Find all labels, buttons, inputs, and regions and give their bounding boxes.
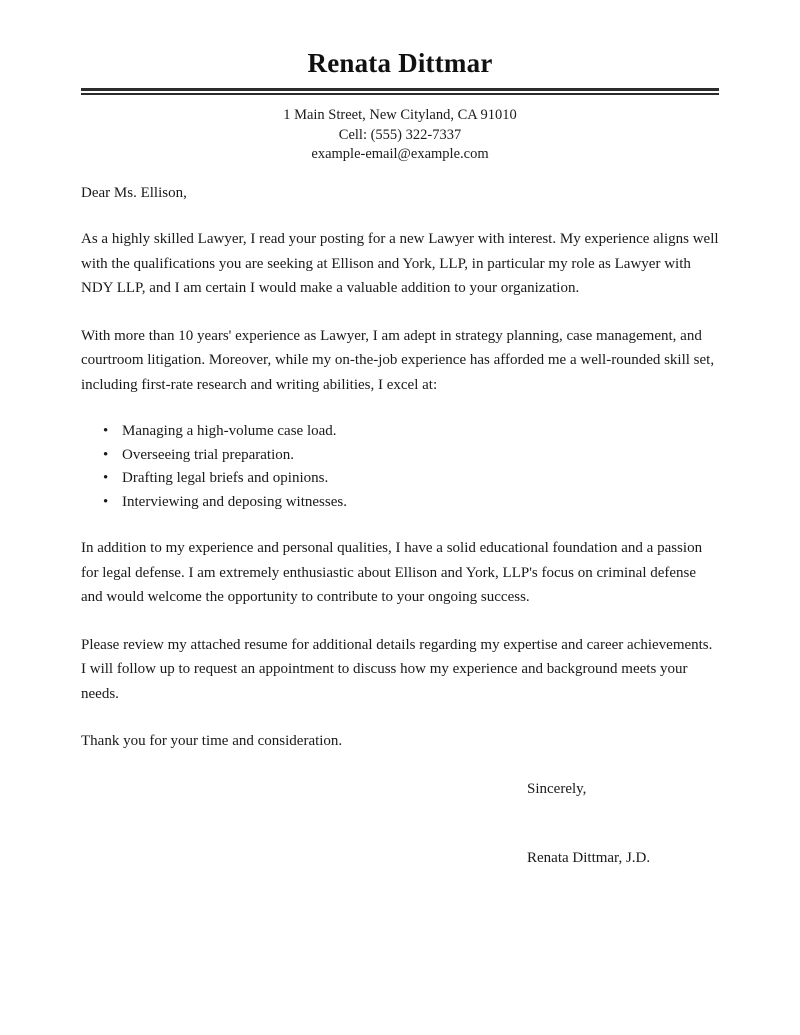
letterhead — [81, 0, 719, 165]
signature-block — [81, 777, 719, 871]
header-divider — [81, 88, 719, 95]
contact-email: example-email@example.com — [311, 146, 489, 163]
list-item — [81, 420, 719, 444]
contact-address: 1 Main Street, New Cityland, CA 91010 — [283, 107, 517, 124]
applicant-name-heading: Renata Dittmar — [307, 48, 493, 78]
list-item-label: Interviewing and deposing witnesses. — [122, 493, 347, 510]
bullet-icon: • — [103, 423, 109, 440]
list-item — [81, 444, 719, 468]
body-paragraph-4: Please review my attached resume for additional details regarding my expertise and career achievements. I will follow up to request an appointment to discuss how my experience and background meets your needs. — [81, 636, 713, 702]
list-item-label: Drafting legal briefs and opinions. — [122, 470, 329, 487]
body-paragraph-1: As a highly skilled Lawyer, I read your posting for a new Lawyer with interest. My experience aligns well with the qualifications you are seeking at Ellison and York, LLP, in particular my role as Lawyer with NDY LLP, and I am certain I would make a valuable addition to your organization. — [81, 231, 719, 297]
bullet-icon: • — [103, 446, 109, 463]
list-item-label: Managing a high-volume case load. — [122, 423, 337, 440]
closing-salutation: Sincerely, — [527, 780, 587, 797]
signer-name: Renata Dittmar, J.D. — [527, 850, 651, 867]
contact-phone: Cell: (555) 322-7337 — [338, 126, 462, 143]
divider-rule-thin — [81, 93, 719, 95]
document-content — [81, 0, 719, 871]
list-item — [81, 467, 719, 491]
salutation: Dear Ms. Ellison, — [81, 184, 187, 201]
body-paragraph-3: In addition to my experience and personal qualities, I have a solid educational foundation and a passion for legal defense. I am extremely enthusiastic about Ellison and York, LLP's focus on criminal defense and would welcome the opportunity to contribute to your ongoing success. — [81, 540, 703, 606]
list-item — [81, 491, 719, 515]
bullet-icon: • — [103, 493, 109, 510]
contact-block — [81, 106, 719, 165]
signature-space — [527, 801, 719, 846]
letter-body — [81, 181, 719, 871]
qualifications-list — [81, 420, 719, 514]
body-paragraph-2: With more than 10 years' experience as Lawyer, I am adept in strategy planning, case management, and courtroom litigation. Moreover, while my on-the-job experience has afforded me a well-rounded skill set, including first-rate research and writing abilities, I excel at: — [81, 327, 715, 393]
list-item-label: Overseeing trial preparation. — [122, 446, 295, 463]
bullet-icon: • — [103, 470, 109, 487]
body-paragraph-5: Thank you for your time and consideration. — [81, 733, 343, 750]
